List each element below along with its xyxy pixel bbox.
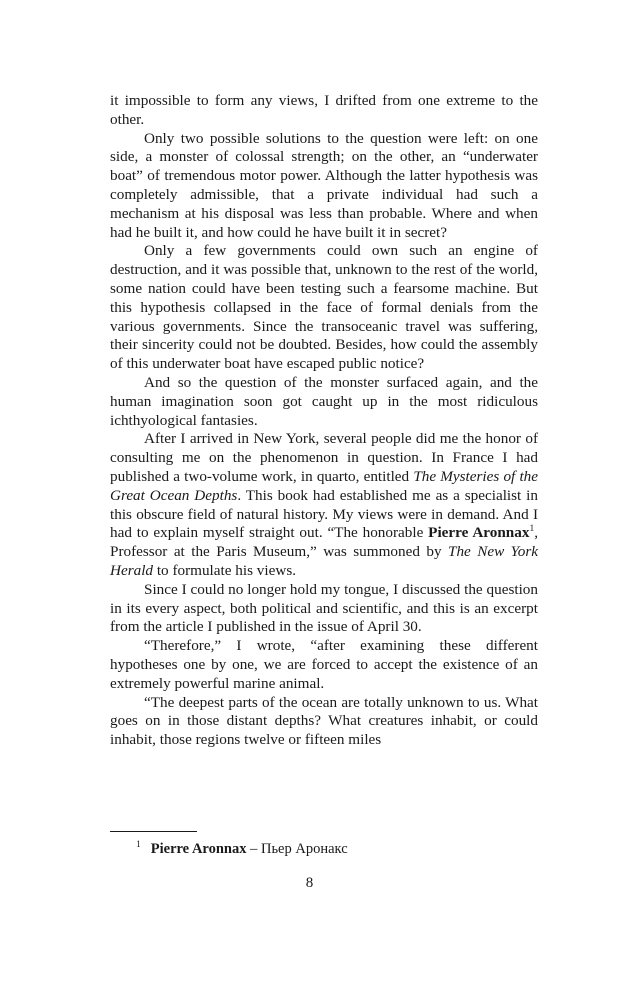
book-title: The Mysteries of the Great Ocean Depths (110, 467, 538, 504)
text-segment: After I arrived in New York, several people did me the honor of consulting me on the phenomenon in question. In France I had published a two-volume work, in quarto, entitled (110, 430, 538, 485)
paragraph-continuation: it impossible to form any views, I drifted from one extreme to the other. (110, 92, 538, 128)
text-segment: to formulate his views. (153, 561, 297, 579)
text-segment: , Professor at the Paris Museum,” was summoned by (110, 524, 538, 561)
footnote-term: Pierre Aronnax (150, 840, 247, 857)
newspaper-title: The New York Herald (110, 543, 538, 579)
paragraph-solutions: Only two possible solutions to the question were left: on one side, a monster of colossal strength; on the other, an “underwater boat” of tremendous motor power. Although the latter hypothesis was completely admissible, that a private individual had such a mechanism at his disposal was less than probable. Where and when had he built it, and how could he have built it in secret? (110, 129, 538, 241)
footnote-divider (110, 831, 197, 832)
paragraph-deepest: “The deepest parts of the ocean are totally unknown to us. What goes on in those distant depths? What creatures inhabit, or could inhabit, those regions twelve or fifteen miles (110, 693, 538, 749)
footnote-mark: 1 (136, 840, 141, 850)
name-bold: Pierre Aronnax (428, 524, 530, 542)
text-segment: . This book had established me as a specialist in this obscure field of natural history. My views were in demand. And I had to explain myself straight out. “The honorable (110, 486, 538, 542)
paragraph-new-york (110, 430, 538, 580)
paragraph-governments: Only a few governments could own such an engine of destruction, and it was possible that, unknown to the rest of the world, some nation could have been testing such a fearsome machine. But this hypothesis collapsed in the face of formal denials from the various governments. Since the transoceanic travel was suffering, their sincerity could not be doubted. Besides, how could the assembly of this underwater boat have escaped public notice? (110, 242, 538, 373)
paragraph-article: Since I could no longer hold my tongue, I discussed the question in its every aspect, both political and scientific, and this is an excerpt from the article I published in the issue of April 30. (110, 580, 538, 636)
paragraph-therefore: “Therefore,” I wrote, “after examining these different hypotheses one by one, we are forced to accept the existence of an extremely powerful marine animal. (110, 637, 538, 692)
footnote-translation: Пьер Аронакс (260, 840, 348, 857)
footnote (110, 836, 538, 858)
footnote-dash: – (250, 840, 258, 857)
page-body (110, 92, 538, 750)
footnote-ref: 1 (529, 524, 535, 535)
paragraph-monster: And so the question of the monster surfaced again, and the human imagination soon got caught up in the most ridiculous ichthyological fantasies. (110, 373, 538, 429)
page-number: 8 (305, 875, 314, 891)
